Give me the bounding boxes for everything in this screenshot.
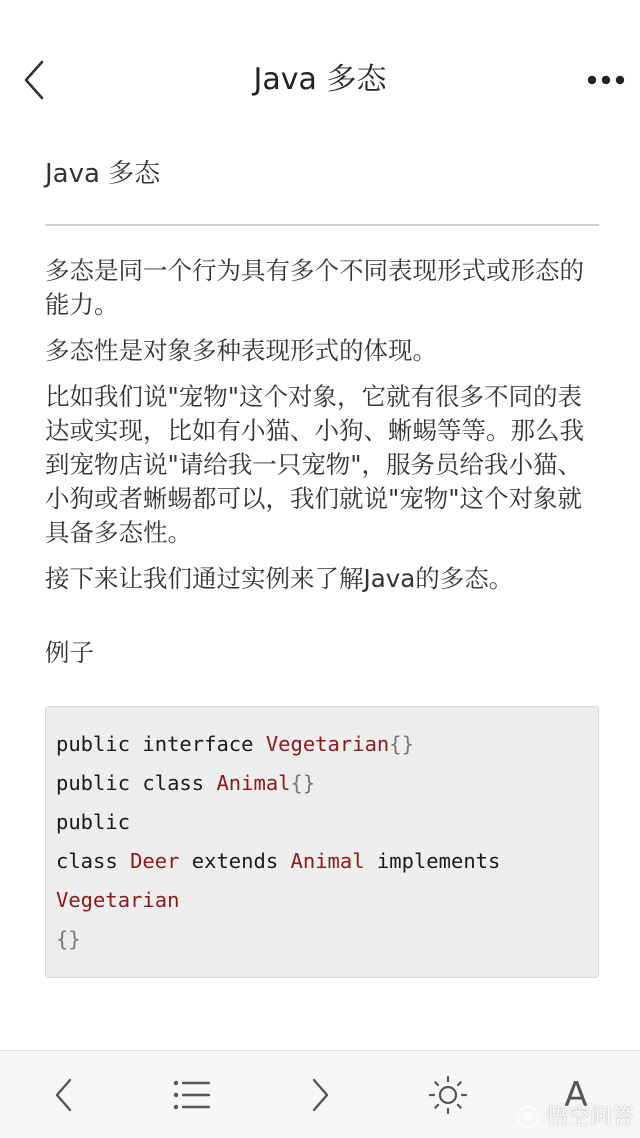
- list-icon: [164, 1069, 220, 1121]
- page-title: Java 多态: [253, 62, 387, 97]
- code-line: [56, 885, 588, 924]
- paragraph: 接下来让我们通过实例来了解Java的多态。: [45, 564, 514, 593]
- code-punct: {}: [389, 732, 414, 756]
- watermark: [514, 1104, 634, 1132]
- nav-bar: [0, 0, 640, 150]
- previous-page-button[interactable]: [36, 1069, 92, 1121]
- paragraph: 多态性是对象多种表现形式的体现。: [45, 336, 437, 365]
- more-horizontal-icon: [584, 60, 628, 100]
- font-icon: A: [564, 1075, 588, 1115]
- code-type: Animal: [216, 771, 291, 795]
- article-heading: Java 多态: [45, 159, 161, 189]
- heading-divider: [45, 224, 599, 226]
- code-keyword: public class: [56, 771, 217, 795]
- more-button[interactable]: [584, 60, 628, 100]
- code-line: [56, 924, 588, 963]
- code-type: Deer: [130, 849, 180, 873]
- back-button[interactable]: [14, 52, 58, 108]
- watermark-text: 悟空问答: [545, 1105, 634, 1130]
- code-keyword: extends: [179, 849, 291, 873]
- code-type: Animal: [290, 849, 365, 873]
- bottom-toolbar: [0, 1050, 640, 1138]
- code-line: [56, 768, 588, 807]
- code-keyword: class: [56, 849, 131, 873]
- code-block: [45, 706, 599, 978]
- code-line: [56, 807, 588, 846]
- paragraph: 多态是同一个行为具有多个不同表现形式或形态的能力。: [45, 256, 584, 319]
- next-page-button[interactable]: [292, 1069, 348, 1121]
- article-content: [45, 150, 599, 978]
- chat-bubble-icon: [514, 1104, 542, 1132]
- example-label: 例子: [45, 638, 94, 667]
- code-keyword: implements: [364, 849, 501, 873]
- code-type: Vegetarian: [265, 732, 390, 756]
- sun-icon: [420, 1069, 476, 1121]
- code-keyword: public: [56, 810, 131, 834]
- table-of-contents-button[interactable]: [164, 1069, 220, 1121]
- code-punct: {}: [290, 771, 316, 795]
- code-type: Vegetarian: [56, 888, 180, 912]
- code-line: [56, 729, 588, 768]
- code-line: [56, 846, 588, 885]
- brightness-button[interactable]: [420, 1069, 476, 1121]
- code-keyword: public interface: [56, 732, 266, 756]
- chevron-left-icon: [14, 52, 58, 108]
- chevron-left-icon: [36, 1069, 92, 1121]
- chevron-right-icon: [292, 1069, 348, 1121]
- paragraph: 比如我们说"宠物"这个对象，它就有很多不同的表达或实现，比如有小猫、小狗、蜥蜴等等。那么我到宠物店说"请给我一只宠物"，服务员给我小猫、小狗或者蜥蜴都可以，我们就说"宠物"这个对象就具备多态性。: [45, 382, 584, 547]
- code-punct: {}: [56, 927, 81, 951]
